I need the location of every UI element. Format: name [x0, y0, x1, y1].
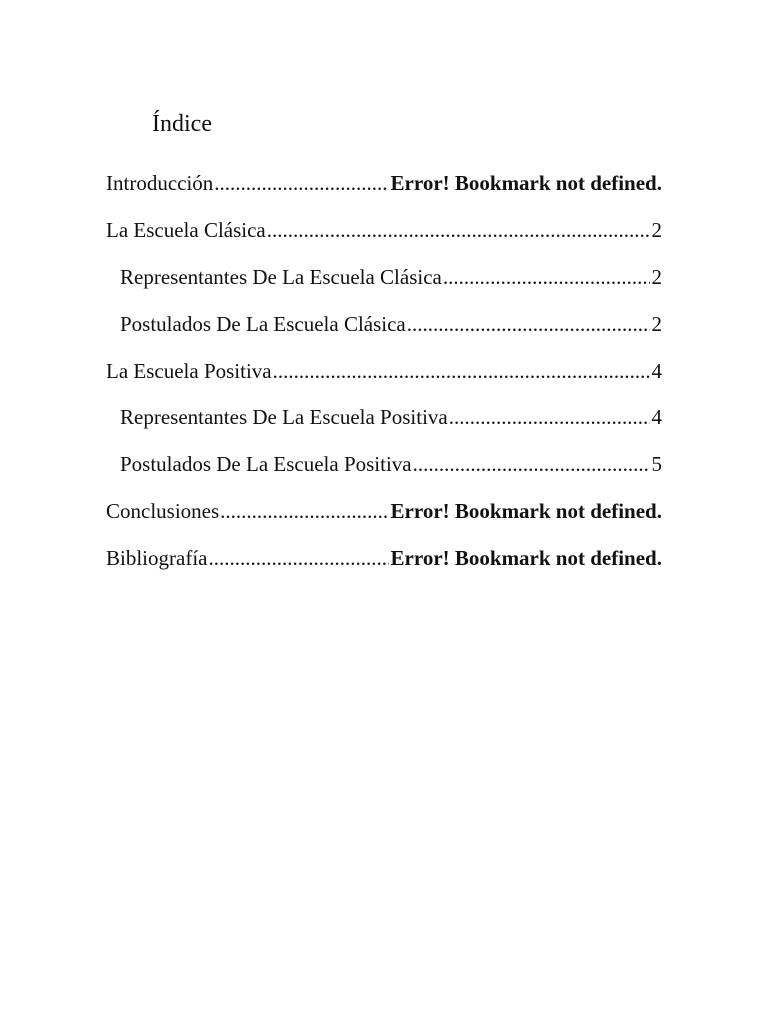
toc-entry-page: 2: [651, 311, 662, 336]
toc-entry-escuela-positiva[interactable]: [106, 355, 662, 402]
dot-leader: [273, 355, 650, 387]
toc-entry-title: Bibliografía: [106, 546, 208, 571]
dot-leader: [214, 167, 388, 199]
toc-heading: Índice: [152, 111, 212, 137]
toc-entry-representantes-positiva[interactable]: [106, 401, 662, 448]
toc-entry-page: 2: [651, 264, 662, 289]
toc-entry-title: La Escuela Clásica: [106, 217, 266, 242]
toc-entry-page: Error! Bookmark not defined.: [390, 546, 662, 571]
toc-entry-escuela-clasica[interactable]: [106, 214, 662, 261]
toc-entry-page: 2: [651, 217, 662, 242]
toc-entry-title: Representantes De La Escuela Clásica: [120, 264, 442, 289]
toc-entry-page: 4: [651, 405, 662, 430]
toc-entry-postulados-positiva[interactable]: [106, 448, 662, 495]
table-of-contents: [106, 167, 662, 589]
dot-leader: [220, 495, 388, 527]
toc-entry-title: Postulados De La Escuela Clásica: [120, 311, 406, 336]
toc-entry-title: La Escuela Positiva: [106, 358, 272, 383]
toc-entry-title: Conclusiones: [106, 499, 220, 524]
toc-entry-representantes-clasica[interactable]: [106, 261, 662, 308]
toc-entry-page: Error! Bookmark not defined.: [390, 499, 662, 524]
dot-leader: [449, 401, 650, 433]
toc-entry-conclusiones[interactable]: [106, 495, 662, 542]
toc-entry-page: Error! Bookmark not defined.: [390, 171, 662, 195]
dot-leader: [267, 214, 650, 246]
dot-leader: [443, 261, 650, 293]
dot-leader: [208, 542, 388, 574]
toc-entry-title: Representantes De La Escuela Positiva: [120, 405, 448, 430]
toc-entry-page: 5: [651, 452, 662, 477]
toc-entry-postulados-clasica[interactable]: [106, 308, 662, 355]
toc-entry-title: Introducción: [106, 171, 214, 195]
toc-entry-bibliografia[interactable]: [106, 542, 662, 589]
dot-leader: [407, 308, 650, 340]
toc-entry-page: 4: [651, 358, 662, 383]
toc-entry-title: Postulados De La Escuela Positiva: [120, 452, 412, 477]
dot-leader: [413, 448, 650, 480]
toc-entry-introduccion[interactable]: [106, 167, 662, 214]
